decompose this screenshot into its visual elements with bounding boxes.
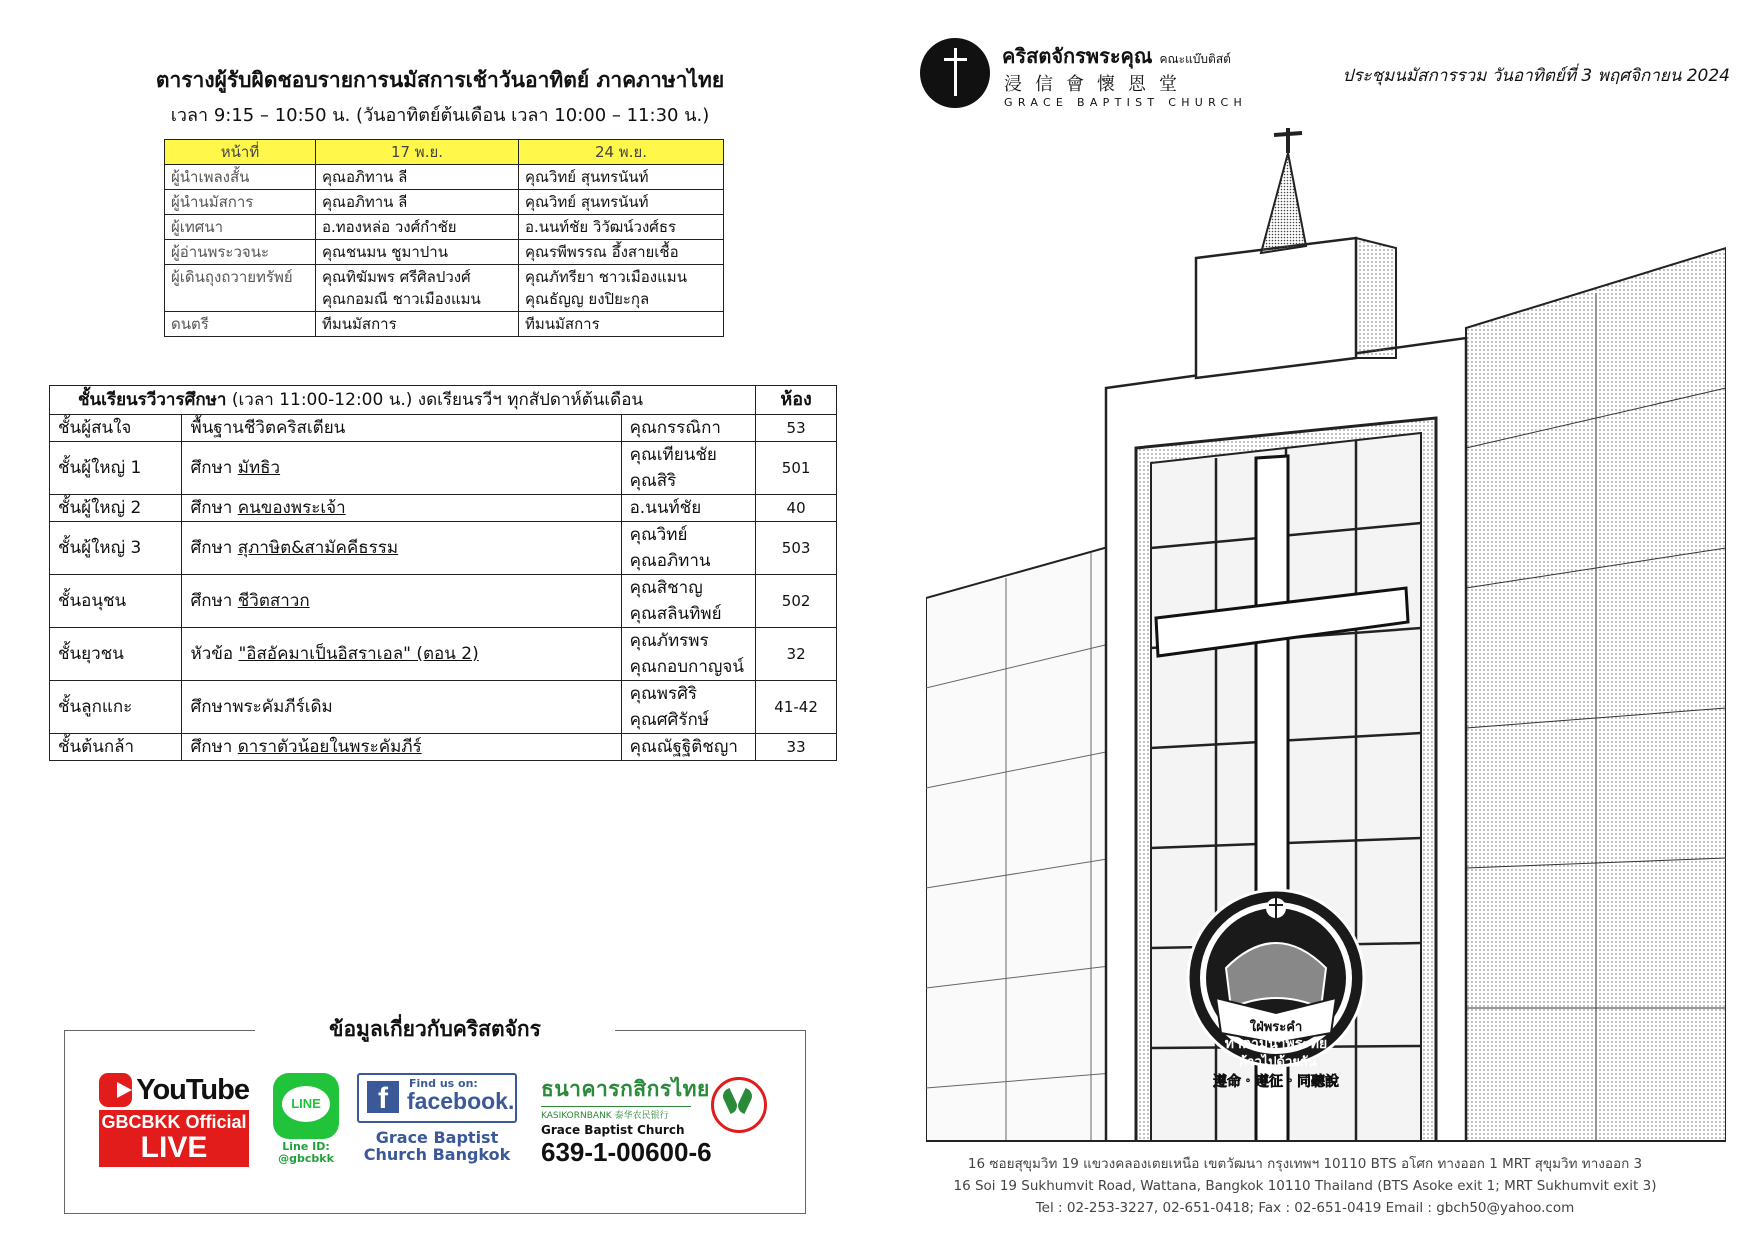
duty-person: คุณชนมน ชูมาปาน [316, 240, 519, 265]
class-teacher: คุณพรศิริ [629, 684, 697, 704]
church-building-illustration [926, 128, 1726, 1142]
class-row [50, 681, 837, 734]
class-teachers [621, 442, 756, 495]
class-teachers [621, 628, 756, 681]
sunday-school-table [49, 385, 837, 761]
class-topic [182, 415, 621, 442]
emblem-text-line2: ทำตามน้ำพระทัย [1224, 1036, 1328, 1052]
duty-role: ผู้เทศนา [165, 215, 316, 240]
duty-role: ผู้นำเพลงสั้น [165, 165, 316, 190]
class-topic-title: มัทธิว [237, 458, 281, 478]
class-teacher: คุณภัทรพร [629, 631, 709, 651]
duty-row [165, 265, 724, 312]
class-name: ชั้นผู้สนใจ [50, 415, 182, 442]
class-topic [182, 734, 621, 761]
emblem-chinese-motto: 遵命・遵征・同聽說 [1213, 1074, 1339, 1090]
class-topic-prefix: หัวข้อ [190, 644, 239, 664]
duty-row [165, 165, 724, 190]
class-header-row [50, 386, 837, 415]
class-room: 41-42 [756, 681, 837, 734]
emblem-text-line1: ใฝ่พระคำ [1249, 1020, 1303, 1035]
cross-logo-icon [920, 38, 990, 108]
church-info-box [64, 1017, 806, 1214]
facebook-page-name: Grace Baptist Church Bangkok [363, 1128, 511, 1164]
youtube-live-badge[interactable] [99, 1073, 249, 1167]
duty-row [165, 312, 724, 337]
church-info-title: ข้อมูลเกี่ยวกับคริสตจักร [255, 1011, 615, 1047]
class-name: ชั้นผู้ใหญ่ 3 [50, 522, 182, 575]
class-teachers [621, 575, 756, 628]
class-topic [182, 522, 621, 575]
duty-person: คุณรพีพรรณ อึ้งสายเชื้อ [519, 240, 724, 265]
youtube-channel-name: GBCBKK Official [101, 1112, 247, 1132]
class-row [50, 415, 837, 442]
duty-roster-title: ตารางผู้รับผิดชอบรายการนมัสการเช้าวันอาทิตย์ ภาคภาษาไทย [155, 68, 725, 92]
class-topic-prefix: ศึกษา [190, 591, 238, 611]
duty-person-pair [519, 265, 724, 312]
class-row [50, 734, 837, 761]
duty-row [165, 190, 724, 215]
class-room: 503 [756, 522, 837, 575]
youtube-live-text: LIVE [140, 1130, 208, 1164]
class-teacher: คุณสิชาญ [629, 578, 703, 598]
class-topic [182, 575, 621, 628]
class-topic-prefix: ศึกษา [190, 458, 238, 478]
meeting-date: ประชุมนมัสการรวม วันอาทิตย์ที่ 3 พฤศจิกายน 2024 [1342, 66, 1730, 86]
duty-person: คุณวิทย์ สุนทรนันท์ [519, 190, 724, 215]
line-app-icon [273, 1073, 339, 1139]
bank-name-en: KASIKORNBANK 泰华农民银行 [541, 1106, 691, 1121]
class-header [50, 386, 756, 415]
class-row [50, 522, 837, 575]
bank-account-info [541, 1073, 781, 1167]
facebook-wordmark: facebook. [407, 1088, 515, 1114]
duty-person: คุณทิฆัมพร ศรีศิลปวงศ์ [322, 268, 471, 286]
bank-account-name: Grace Baptist Church [541, 1123, 685, 1137]
duty-role: ผู้อ่านพระวจนะ [165, 240, 316, 265]
class-row [50, 575, 837, 628]
class-row [50, 495, 837, 522]
line-badge[interactable] [271, 1073, 341, 1165]
address-english: 16 Soi 19 Sukhumvit Road, Wattana, Bangkok 10110 Thailand (BTS Asoke exit 1; MRT Sukhumvit exit 3) [953, 1178, 1657, 1194]
church-name-thai-small: คณะแบ๊บติสต์ [1159, 52, 1231, 66]
class-topic [182, 628, 621, 681]
class-row [50, 442, 837, 495]
class-teacher: คุณกรรณิกา [621, 415, 756, 442]
duty-person: คุณอภิทาน ลี [316, 165, 519, 190]
class-topic-title: ชีวิตสาวก [237, 591, 310, 611]
class-teachers [621, 681, 756, 734]
duty-roster-table [164, 139, 724, 337]
class-topic-title: "อิสอัคมาเป็นอิสราเอล" (ตอน 2) [238, 644, 479, 664]
class-teacher: อ.นนท์ชัย [621, 495, 756, 522]
class-teachers [621, 522, 756, 575]
facebook-f-icon: f [367, 1081, 399, 1113]
duty-person: คุณอภิทาน ลี [316, 190, 519, 215]
church-name-thai-main: คริสตจักรพระคุณ [1002, 44, 1153, 68]
class-topic-prefix: ศึกษา [190, 498, 238, 518]
class-topic [182, 681, 621, 734]
class-room: 33 [756, 734, 837, 761]
class-name: ชั้นต้นกล้า [50, 734, 182, 761]
duty-role: ดนตรี [165, 312, 316, 337]
duty-person: ทีมนมัสการ [316, 312, 519, 337]
class-teacher: คุณวิทย์ [629, 525, 688, 545]
bank-account-number: 639-1-00600-6 [541, 1137, 712, 1167]
youtube-live-label [99, 1110, 249, 1167]
class-teacher: คุณณัฐฐิติชญา [621, 734, 756, 761]
facebook-find-label: Find us on: [409, 1077, 478, 1090]
class-teacher: คุณสลินทิพย์ [629, 604, 722, 624]
youtube-wordmark: YouTube [136, 1073, 249, 1106]
contact-info: Tel : 02-253-3227, 02-651-0418; Fax : 02-651-0419 Email : gbch50@yahoo.com [1035, 1200, 1575, 1216]
youtube-play-icon [99, 1073, 132, 1107]
duty-person: คุณภัทรียา ชาวเมืองแมน [525, 268, 687, 286]
class-header-title: ชั้นเรียนรวีวารศึกษา [78, 390, 227, 410]
duty-header-row [165, 140, 724, 165]
address-thai: 16 ซอยสุขุมวิท 19 แขวงคลองเตยเหนือ เขตวัฒนา กรุงเทพฯ 10110 BTS อโศก ทางออก 1 MRT สุขุมวิท ทางออก 3 [967, 1156, 1643, 1172]
kbank-logo-icon [711, 1077, 767, 1133]
duty-role: ผู้เดินถุงถวายทรัพย์ [165, 265, 316, 312]
duty-role: ผู้นำนมัสการ [165, 190, 316, 215]
youtube-logo [99, 1073, 249, 1107]
class-name: ชั้นลูกแกะ [50, 681, 182, 734]
duty-person: คุณวิทย์ สุนทรนันท์ [519, 165, 724, 190]
duty-person: ทีมนมัสการ [519, 312, 724, 337]
duty-header-date2: 24 พ.ย. [519, 140, 724, 165]
class-room: 501 [756, 442, 837, 495]
class-topic-prefix: ศึกษาพระคัมภีร์เดิม [190, 697, 333, 717]
line-wordmark: LINE [282, 1086, 330, 1122]
duty-row [165, 215, 724, 240]
duty-header-role: หน้าที่ [165, 140, 316, 165]
duty-person: อ.ทองหล่อ วงศ์กำชัย [316, 215, 519, 240]
class-topic-prefix: ศึกษา [190, 538, 238, 558]
duty-roster-subtitle: เวลา 9:15 – 10:50 น. (วันอาทิตย์ต้นเดือน เวลา 10:00 – 11:30 น.) [170, 105, 710, 126]
church-name-chinese: 浸信會懷恩堂 [1004, 74, 1190, 95]
bank-name-thai: ธนาคารกสิกรไทย [541, 1077, 710, 1101]
duty-person: คุณธัญญ ยงปิยะกุล [525, 290, 650, 308]
duty-row [165, 240, 724, 265]
church-name-english: GRACE BAPTIST CHURCH [1004, 96, 1248, 109]
duty-person: อ.นนท์ชัย วิวัฒน์วงศ์ธร [519, 215, 724, 240]
class-header-note: (เวลา 11:00-12:00 น.) งดเรียนรวีฯ ทุกสัปดาห์ต้นเดือน [226, 390, 644, 410]
facebook-badge[interactable] [357, 1073, 517, 1163]
class-header-room: ห้อง [756, 386, 837, 415]
church-logo [920, 38, 1248, 118]
emblem-text-line3: ก้าวไปด้วยกัน [1239, 1055, 1317, 1070]
class-row [50, 628, 837, 681]
class-topic-title: ดาราตัวน้อยในพระคัมภีร์ [237, 737, 422, 757]
class-topic-title: สุภาษิต&สามัคคีธรรม [237, 538, 399, 558]
class-teacher: คุณกอบกาญจน์ [629, 657, 744, 677]
class-topic-prefix: ศึกษา [190, 737, 238, 757]
class-topic [182, 495, 621, 522]
class-teacher: คุณศศิรักษ์ [629, 710, 709, 730]
duty-header-date1: 17 พ.ย. [316, 140, 519, 165]
class-name: ชั้นผู้ใหญ่ 1 [50, 442, 182, 495]
line-id: Line ID: @gbcbkk [278, 1140, 334, 1165]
class-name: ชั้นอนุชน [50, 575, 182, 628]
duty-person-pair [316, 265, 519, 312]
class-topic [182, 442, 621, 495]
class-name: ชั้นยุวชน [50, 628, 182, 681]
class-room: 40 [756, 495, 837, 522]
class-name: ชั้นผู้ใหญ่ 2 [50, 495, 182, 522]
church-address [920, 1153, 1690, 1219]
facebook-find-us [357, 1073, 517, 1123]
class-room: 502 [756, 575, 837, 628]
class-topic-prefix: พื้นฐานชีวิตคริสเตียน [190, 418, 346, 438]
class-room: 53 [756, 415, 837, 442]
class-topic-title: คนของพระเจ้า [237, 498, 346, 518]
class-teacher: คุณเทียนชัย [629, 445, 717, 465]
class-teacher: คุณสิริ [629, 471, 677, 491]
church-name-thai [1002, 40, 1231, 72]
class-teacher: คุณอภิทาน [629, 551, 711, 571]
class-room: 32 [756, 628, 837, 681]
duty-person: คุณกอมณี ชาวเมืองแมน [322, 290, 481, 308]
